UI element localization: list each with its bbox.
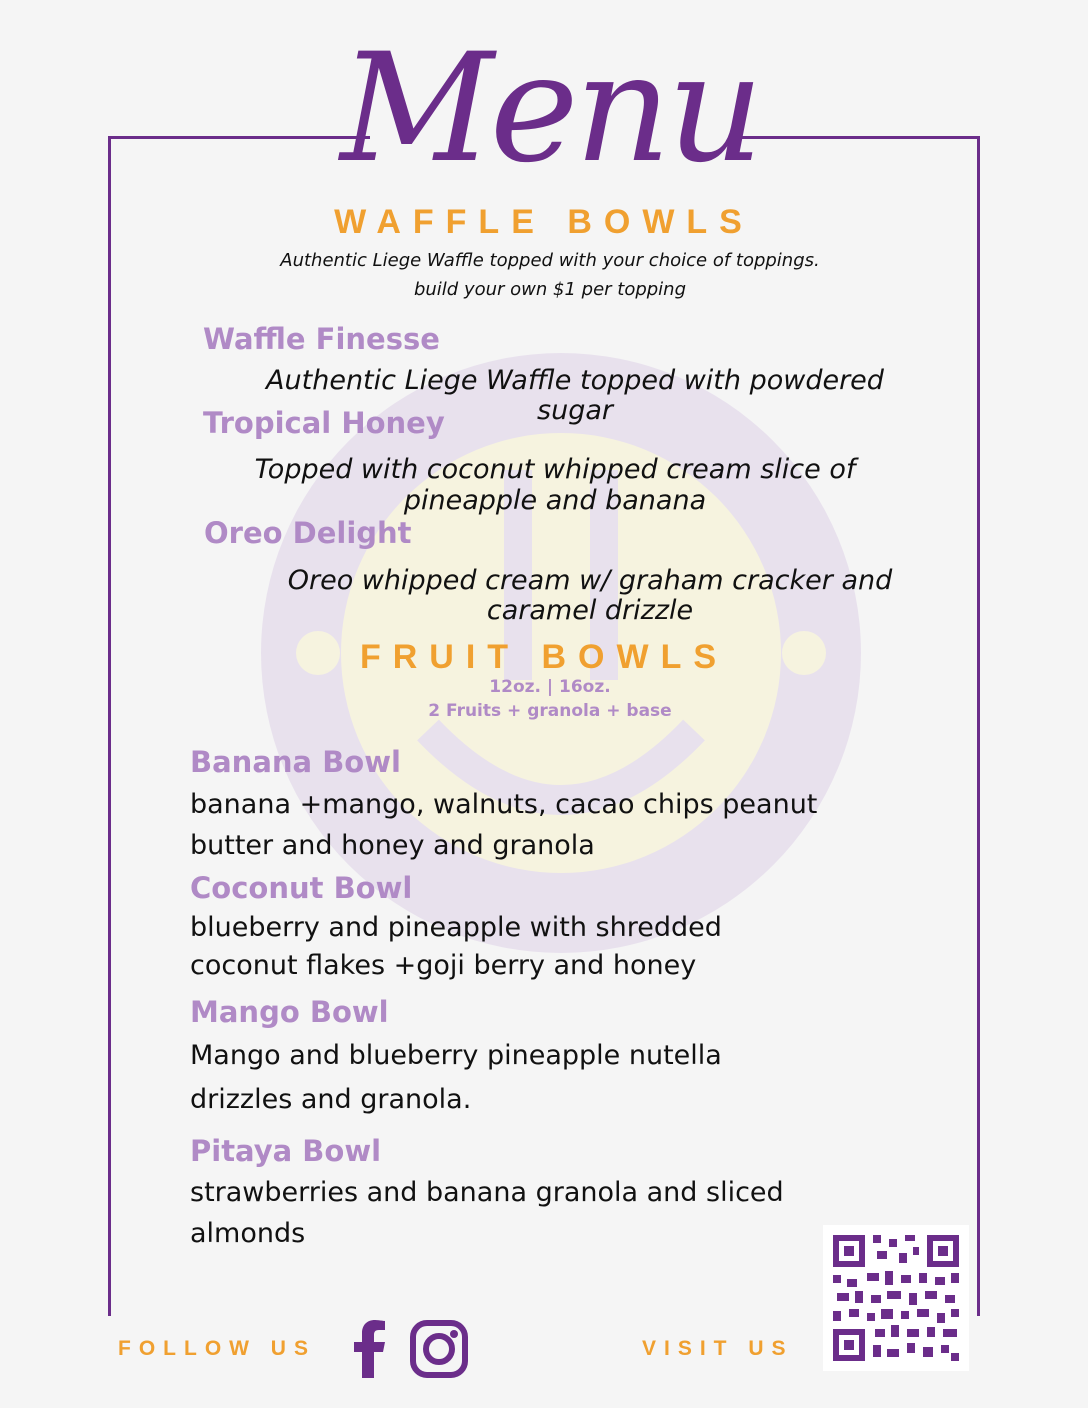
waffle-item-desc-line1: Oreo whipped cream w/ graham cracker and <box>287 565 893 596</box>
fruit-item-name: Coconut Bowl <box>190 871 413 905</box>
fruit-bowls-heading: FRUIT BOWLS <box>359 638 729 676</box>
fruit-item-desc-line2: butter and honey and granola <box>190 830 595 861</box>
qr-code-icon[interactable] <box>823 1225 969 1371</box>
waffle-subtitle-line1: Authentic Liege Waffle topped with your choice of toppings. <box>280 250 820 271</box>
waffle-item-name: Tropical Honey <box>203 406 445 440</box>
waffle-item-desc-line1: Authentic Liege Waffle topped with powdered <box>266 365 884 396</box>
waffle-item-name: Oreo Delight <box>204 516 412 550</box>
visit-us-label: VISIT US <box>642 1337 794 1360</box>
waffle-subtitle-line2: build your own $1 per topping <box>413 279 687 300</box>
follow-us-label: FOLLOW US <box>118 1337 316 1360</box>
facebook-icon[interactable] <box>352 1320 386 1378</box>
fruit-item-desc-line1: strawberries and banana granola and sliced <box>190 1177 784 1208</box>
fruit-item-desc-line2: coconut flakes +goji berry and honey <box>190 950 697 981</box>
frame-top-left-line <box>108 136 370 139</box>
fruit-item-desc-line1: banana +mango, walnuts, cacao chips peanut <box>190 789 818 820</box>
frame-left-line <box>108 136 111 1316</box>
waffle-item-desc-line2: pineapple and banana <box>403 485 707 516</box>
fruit-item-name: Banana Bowl <box>190 745 401 779</box>
waffle-item-desc-line1: Topped with coconut whipped cream slice of <box>254 454 856 485</box>
fruit-item-desc-line1: blueberry and pineapple with shredded <box>190 912 722 943</box>
waffle-bowls-heading: WAFFLE BOWLS <box>334 203 754 241</box>
fruit-base: 2 Fruits + granola + base <box>428 701 672 721</box>
fruit-sizes: 12oz. | 16oz. <box>489 677 611 697</box>
fruit-item-name: Mango Bowl <box>190 995 389 1029</box>
waffle-item-desc-line2: caramel drizzle <box>486 595 694 626</box>
fruit-item-desc-line2: almonds <box>190 1218 306 1249</box>
waffle-item-name: Waffle Finesse <box>203 322 440 356</box>
waffle-item-desc-line2: sugar <box>537 395 613 426</box>
fruit-item-desc-line2: drizzles and granola. <box>190 1084 472 1115</box>
fruit-item-desc-line1: Mango and blueberry pineapple nutella <box>190 1040 722 1071</box>
frame-right-line <box>977 136 980 1316</box>
frame-top-right-line <box>735 136 980 139</box>
instagram-icon[interactable] <box>410 1320 468 1378</box>
fruit-item-name: Pitaya Bowl <box>190 1134 382 1168</box>
menu-title: Menu <box>340 22 760 196</box>
